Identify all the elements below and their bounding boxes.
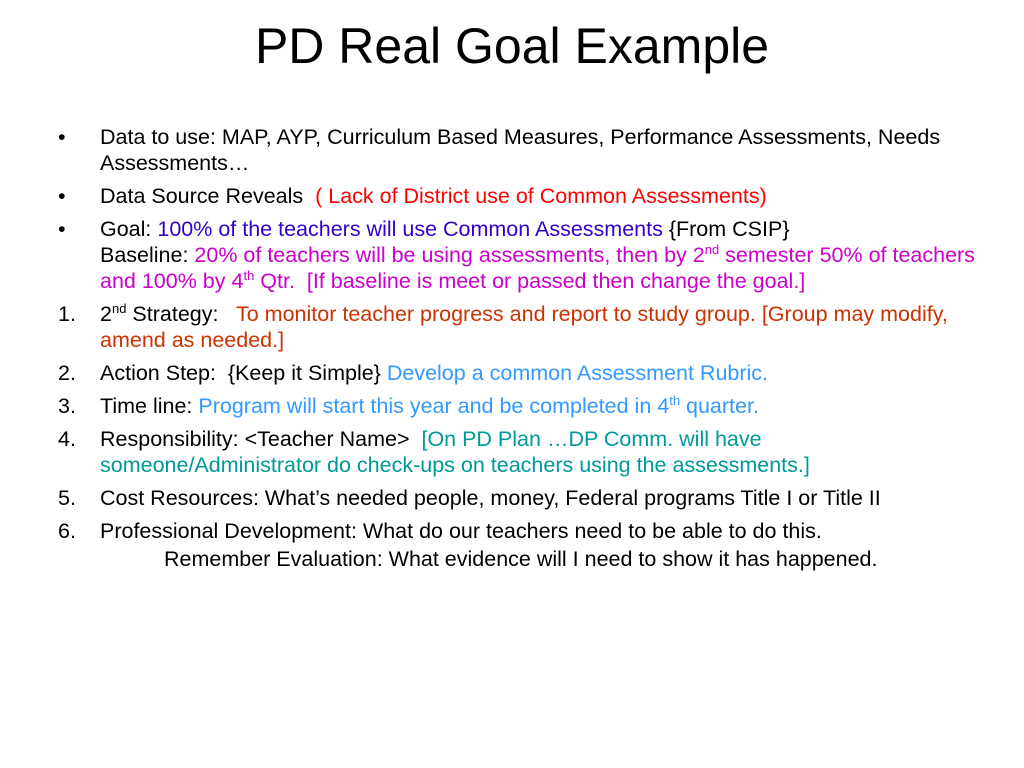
number-marker: 3. — [58, 394, 76, 418]
goal-suffix: {From CSIP} — [662, 217, 790, 241]
time-line-highlight — [198, 394, 759, 418]
bullet-text — [100, 216, 978, 294]
action-step-highlight: Develop a common Assessment Rubric. — [386, 361, 769, 385]
goal-highlight: 100% of the teachers will use Common Assessments — [157, 217, 663, 241]
time-line-label: Time line: — [100, 394, 199, 418]
numbered-text — [100, 301, 978, 353]
numbered-text: Professional Development: What do our teachers need to be able to do this. — [100, 519, 822, 543]
time-line-text-2: quarter. — [680, 394, 759, 418]
goal-label: Goal: — [100, 217, 158, 241]
baseline-text-1: 20% of teachers will be using assessments, then by 2 — [194, 243, 705, 267]
action-step-label: Action Step: {Keep it Simple} — [100, 361, 387, 385]
bullet-text — [100, 183, 978, 209]
bullet-marker: • — [58, 184, 66, 208]
numbered-item-action-step — [58, 360, 978, 386]
number-marker: 2. — [58, 361, 76, 385]
remember-text: Remember Evaluation: What evidence will I need to show it has happened. — [164, 547, 878, 571]
time-line-sup: th — [669, 392, 681, 408]
number-marker: 5. — [58, 486, 76, 510]
strategy-prefix: 2 — [100, 302, 112, 326]
responsibility-label: Responsibility: <Teacher Name> — [100, 427, 422, 451]
numbered-item-time-line — [58, 393, 978, 419]
baseline-highlight — [100, 243, 975, 293]
strategy-sup: nd — [111, 300, 127, 316]
bullet-goal — [58, 216, 978, 294]
baseline-sup-2: th — [243, 267, 255, 283]
baseline-sup-1: nd — [704, 241, 720, 257]
baseline-text-3: Qtr. [If baseline is meet or passed then change the goal.] — [254, 269, 806, 293]
bullet-highlight: ( Lack of District use of Common Assessments) — [315, 184, 767, 208]
bullet-text: Data to use: MAP, AYP, Curriculum Based Measures, Performance Assessments, Needs Assessments… — [100, 125, 941, 175]
numbered-text — [100, 426, 978, 478]
numbered-item-responsibility — [58, 426, 978, 478]
bullet-label: Data Source Reveals — [100, 184, 316, 208]
strategy-label: Strategy: — [126, 302, 236, 326]
number-marker: 6. — [58, 519, 76, 543]
time-line-text-1: Program will start this year and be completed in 4 — [198, 394, 670, 418]
numbered-text — [100, 393, 978, 419]
bullet-marker: • — [58, 217, 66, 241]
bullet-marker: • — [58, 125, 66, 149]
remember-evaluation-text — [100, 546, 978, 572]
bullet-data-to-use — [58, 124, 978, 176]
bullet-data-source — [58, 183, 978, 209]
numbered-text: Cost Resources: What’s needed people, money, Federal programs Title I or Title II — [100, 486, 881, 510]
number-marker: 1. — [58, 302, 76, 326]
slide-title: PD Real Goal Example — [254, 18, 770, 74]
responsibility-highlight: [On PD Plan …DP Comm. will have someone/Administrator do check-ups on teachers using the assessments.] — [100, 427, 810, 477]
slide-content — [58, 124, 978, 572]
numbered-text — [100, 360, 978, 386]
baseline-text-2: semester 50% of teachers and 100% by 4 — [100, 243, 975, 293]
strategy-highlight: To monitor teacher progress and report to study group. [Group may modify, amend as needed.] — [100, 302, 948, 352]
numbered-item-cost-resources — [58, 485, 978, 511]
number-marker: 4. — [58, 427, 76, 451]
numbered-item-professional-development — [58, 518, 978, 544]
numbered-item-strategy — [58, 301, 978, 353]
baseline-label: Baseline: — [100, 243, 195, 267]
